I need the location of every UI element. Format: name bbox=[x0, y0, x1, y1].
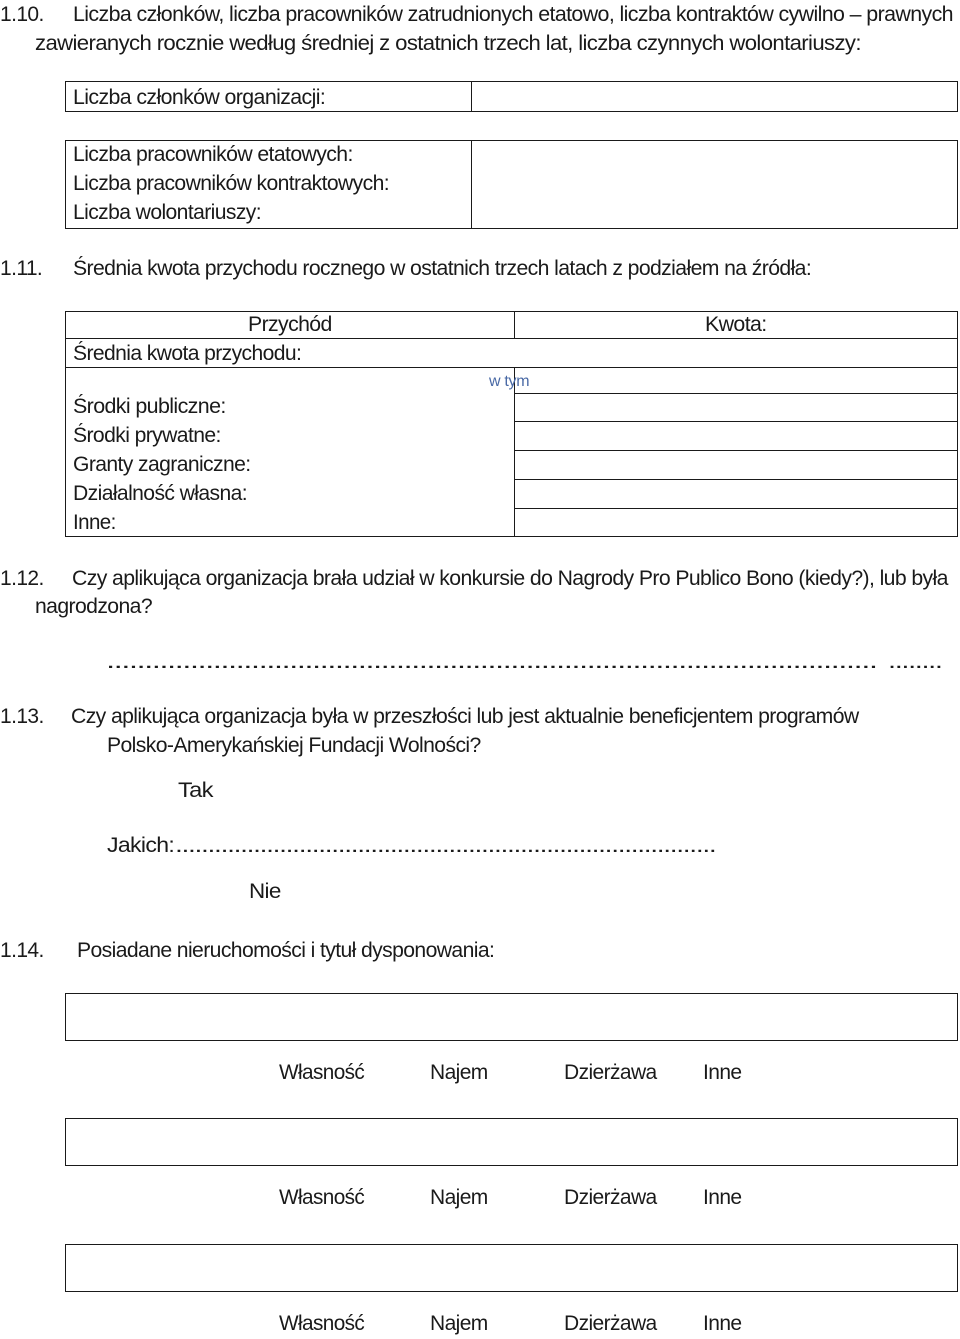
which-programs-dotted-line[interactable]: ................................................................................... bbox=[175, 834, 716, 857]
section-title: Średnia kwota przychodu rocznego w ostatnich trzech latach z podziałem na źródła: bbox=[73, 257, 812, 280]
staff-value-field[interactable] bbox=[473, 141, 957, 228]
answer-dotted-line[interactable]: ..................................................................................................... bbox=[106, 650, 877, 673]
private-funds-amount-field[interactable] bbox=[516, 422, 957, 449]
column-header-income: Przychód bbox=[248, 313, 332, 336]
option-ownership[interactable]: Własność bbox=[279, 1061, 365, 1084]
section-title-line: zawieranych rocznie według średniej z ostatnich trzech lat, liczba czynnych wolontariuszy: bbox=[35, 32, 861, 55]
option-other[interactable]: Inne bbox=[703, 1312, 742, 1335]
members-label: Liczba członków organizacji: bbox=[73, 86, 326, 109]
income-source-label: Inne: bbox=[73, 511, 116, 534]
own-activity-amount-field[interactable] bbox=[516, 480, 957, 507]
option-ownership[interactable]: Własność bbox=[279, 1312, 365, 1335]
option-other[interactable]: Inne bbox=[703, 1061, 742, 1084]
property-entry-field[interactable] bbox=[65, 1244, 958, 1292]
public-funds-amount-field[interactable] bbox=[516, 394, 957, 420]
column-header-amount: Kwota: bbox=[705, 313, 767, 336]
option-lease[interactable]: Dzierżawa bbox=[564, 1186, 657, 1209]
of-which-label: w tym bbox=[489, 373, 530, 390]
option-no[interactable]: Nie bbox=[249, 880, 281, 903]
other-amount-field[interactable] bbox=[516, 509, 957, 536]
option-lease[interactable]: Dzierżawa bbox=[564, 1061, 657, 1084]
option-yes[interactable]: Tak bbox=[178, 779, 213, 802]
income-source-label: Środki publiczne: bbox=[73, 395, 226, 418]
which-programs-label: Jakich: bbox=[107, 834, 175, 857]
income-source-label: Działalność własna: bbox=[73, 482, 248, 505]
section-number: 1.12. bbox=[0, 567, 44, 590]
question-line: Czy aplikująca organizacja była w przeszłości lub jest aktualnie beneficjentem programów bbox=[71, 705, 859, 728]
section-title: Posiadane nieruchomości i tytuł dysponowania: bbox=[77, 939, 495, 962]
section-number: 1.10. bbox=[0, 3, 44, 26]
section-number: 1.14. bbox=[0, 939, 44, 962]
column-divider bbox=[471, 140, 472, 229]
option-rent[interactable]: Najem bbox=[430, 1312, 488, 1335]
answer-dotted-line[interactable]: ........ bbox=[888, 650, 942, 673]
income-source-label: Granty zagraniczne: bbox=[73, 453, 251, 476]
property-entry-field[interactable] bbox=[65, 993, 958, 1041]
foreign-grants-amount-field[interactable] bbox=[516, 451, 957, 478]
members-value-field[interactable] bbox=[473, 82, 957, 111]
section-title-line: Liczba członków, liczba pracowników zatrudnionych etatowo, liczba kontraktów cywilno – prawnych bbox=[73, 3, 953, 26]
option-ownership[interactable]: Własność bbox=[279, 1186, 365, 1209]
section-number: 1.13. bbox=[0, 705, 44, 728]
contract-label: Liczba pracowników kontraktowych: bbox=[73, 172, 390, 195]
option-rent[interactable]: Najem bbox=[430, 1186, 488, 1209]
property-entry-field[interactable] bbox=[65, 1118, 958, 1166]
income-source-label: Środki prywatne: bbox=[73, 424, 221, 447]
column-divider bbox=[514, 311, 515, 338]
option-rent[interactable]: Najem bbox=[430, 1061, 488, 1084]
section-number: 1.11. bbox=[0, 257, 43, 280]
row-divider bbox=[65, 367, 958, 368]
question-line: Czy aplikująca organizacja brała udział w konkursie do Nagrody Pro Publico Bono (kiedy?), lub była bbox=[72, 567, 948, 590]
average-income-label: Średnia kwota przychodu: bbox=[73, 342, 302, 365]
column-divider bbox=[471, 81, 472, 112]
volunteers-label: Liczba wolontariuszy: bbox=[73, 201, 261, 224]
option-other[interactable]: Inne bbox=[703, 1186, 742, 1209]
fulltime-label: Liczba pracowników etatowych: bbox=[73, 143, 353, 166]
question-line: Polsko-Amerykańskiej Fundacji Wolności? bbox=[107, 734, 481, 757]
question-line: nagrodzona? bbox=[35, 595, 153, 618]
average-income-amount-field[interactable] bbox=[516, 339, 957, 366]
option-lease[interactable]: Dzierżawa bbox=[564, 1312, 657, 1335]
